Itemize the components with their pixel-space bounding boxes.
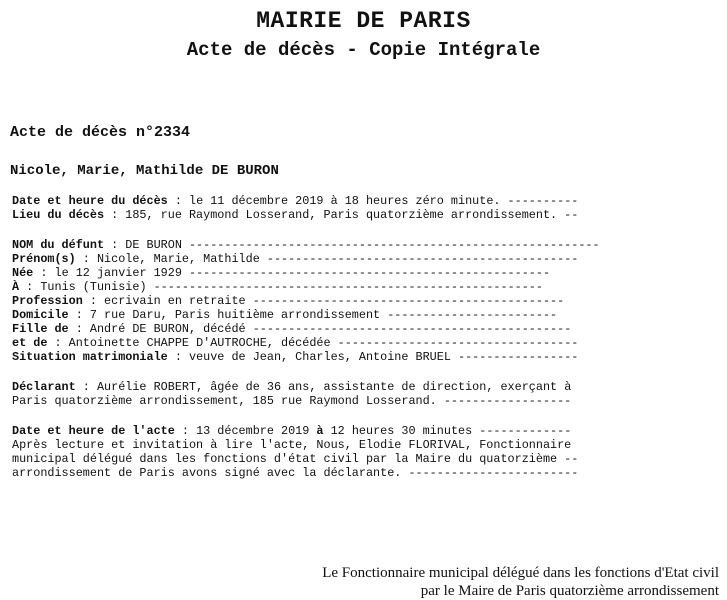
acte-date-value-part1: : 13 décembre 2019 [174, 424, 317, 438]
lieu-deces-line [12, 208, 622, 222]
a-line [12, 280, 622, 294]
profession-line [12, 294, 622, 308]
et-de-label: et de [12, 336, 48, 350]
lieu-deces-label: Lieu du décès [12, 208, 105, 222]
acte-date-block [12, 424, 622, 480]
declarant-block [12, 380, 622, 408]
prenoms-label: Prénom(s) [12, 252, 76, 266]
profession-label: Profession [12, 294, 83, 308]
fille-de-value: : André DE BURON, décédé --------------------------------------------- [68, 322, 572, 336]
fille-de-line [12, 322, 622, 336]
nee-value: : le 12 janvier 1929 --------------------------------------------------- [33, 266, 551, 280]
nom-label: NOM du défunt [12, 238, 105, 252]
situation-line [12, 350, 622, 364]
acte-date-line-2: Après lecture et invitation à lire l'acte, Nous, Elodie FLORIVAL, Fonctionnaire [12, 438, 572, 452]
date-deces-value: : le 11 décembre 2019 à 18 heures zéro minute. ---------- [167, 194, 579, 208]
prenoms-value: : Nicole, Marie, Mathilde -------------------------------------------- [75, 252, 579, 266]
signature-line-1: Le Fonctionnaire municipal délégué dans les fonctions d'Etat civil [322, 565, 719, 581]
domicile-label: Domicile [12, 308, 69, 322]
domicile-line [12, 308, 622, 322]
signature-block [322, 564, 719, 600]
prenoms-line [12, 252, 622, 266]
signature-line-2: par le Maire de Paris quatorzième arrondissement [420, 583, 719, 599]
acte-number-heading: Acte de décès n°2334 [10, 124, 191, 141]
date-deces-line [12, 194, 622, 208]
situation-value: : veuve de Jean, Charles, Antoine BRUEL ----------------- [167, 350, 579, 364]
acte-date-line-3: municipal délégué dans les fonctions d'état civil par la Maire du quatorzième -- [12, 452, 579, 466]
et-de-line [12, 336, 622, 350]
declarant-value: : Aurélie ROBERT, âgée de 36 ans, assistante de direction, exerçant à [75, 380, 572, 394]
declarant-label: Déclarant [12, 380, 76, 394]
nee-label: Née [12, 266, 34, 280]
nom-line [12, 238, 622, 252]
acte-date-value-part2: 12 heures 30 minutes ------------- [323, 424, 572, 438]
situation-label: Situation matrimoniale [12, 350, 168, 364]
declarant-line-1 [12, 380, 622, 394]
document-subtitle: Acte de décès - Copie Intégrale [186, 39, 541, 61]
profession-value: : ecrivain en retraite -------------------------------------------- [82, 294, 565, 308]
declarant-line-2: Paris quatorzième arrondissement, 185 rue Raymond Losserand. ------------------ [12, 394, 572, 408]
lieu-deces-value: : 185, rue Raymond Losserand, Paris quatorzième arrondissement. -- [104, 208, 579, 222]
domicile-value: : 7 rue Daru, Paris huitième arrondissement ------------------------ [68, 308, 558, 322]
a-value: : Tunis (Tunisie) ------------------------------------------------------- [19, 280, 543, 294]
acte-date-label: Date et heure de l'acte [12, 424, 175, 438]
a-label: À [12, 280, 20, 294]
nee-line [12, 266, 622, 280]
acte-date-line-1 [12, 424, 622, 438]
date-deces-label: Date et heure du décès [12, 194, 168, 208]
deceased-full-name: Nicole, Marie, Mathilde DE BURON [10, 163, 279, 179]
et-de-value: : Antoinette CHAPPE D'AUTROCHE, décédée ---------------------------------- [47, 336, 579, 350]
deces-block [12, 194, 622, 222]
document-title: MAIRIE DE PARIS [256, 8, 471, 34]
acte-date-line-4: arrondissement de Paris avons signé avec la déclarante. ------------------------ [12, 466, 579, 480]
fille-de-label: Fille de [12, 322, 69, 336]
acte-date-a-word: à [316, 424, 324, 438]
defunt-block [12, 238, 622, 364]
nom-value: : DE BURON ---------------------------------------------------------- [104, 238, 600, 252]
